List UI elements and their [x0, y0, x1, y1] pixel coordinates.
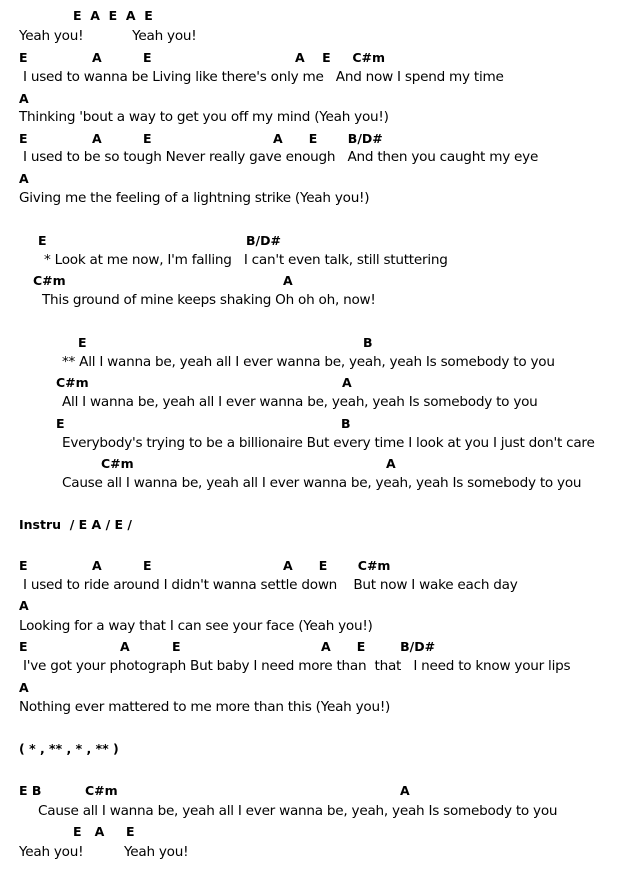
lyric-line: Everybody's trying to be a billionaire But every time I look at you I just don't care	[62, 435, 595, 451]
lyric-line: Thinking 'bout a way to get you off my mind (Yeah you!)	[19, 109, 389, 125]
chord-label: E	[19, 131, 28, 146]
chord-label: A	[19, 598, 29, 613]
lyric-line: I used to wanna be Living like there's only me And now I spend my time	[23, 69, 504, 85]
chord-label: C#m	[85, 783, 118, 798]
lyric-line: I used to be so tough Never really gave enough And then you caught my eye	[23, 149, 539, 165]
chord-label: A	[92, 558, 102, 573]
lyric-line: ** All I wanna be, yeah all I ever wanna be, yeah, yeah Is somebody to you	[62, 354, 555, 370]
lyric-line: * Look at me now, I'm falling I can't even talk, still stuttering	[44, 252, 448, 268]
chord-label: B	[363, 335, 373, 350]
chord-label: A	[342, 375, 352, 390]
lyric-line: Cause all I wanna be, yeah all I ever wanna be, yeah, yeah Is somebody to you	[62, 475, 582, 491]
chord-label: E	[19, 639, 28, 654]
chord-label: B/D#	[246, 233, 281, 248]
lyric-line: Nothing ever mattered to me more than this (Yeah you!)	[19, 699, 391, 715]
chord-label: A	[19, 680, 29, 695]
lyric-line: I've got your photograph But baby I need more than that I need to know your lips	[23, 658, 571, 674]
chord-line: E A E A E	[73, 8, 153, 23]
chord-label: B	[341, 416, 351, 431]
chord-line: E A E	[73, 824, 135, 839]
lyric-line: I used to ride around I didn't wanna settle down But now I wake each day	[23, 577, 518, 593]
chord-label: E	[19, 558, 28, 573]
lyric-line: Cause all I wanna be, yeah all I ever wanna be, yeah, yeah Is somebody to you	[38, 803, 558, 819]
chord-label: E	[172, 639, 181, 654]
lyric-line: This ground of mine keeps shaking Oh oh oh, now!	[42, 292, 376, 308]
chord-label: A E C#m	[283, 558, 391, 573]
lyric-line: Giving me the feeling of a lightning strike (Yeah you!)	[19, 190, 370, 206]
chord-label: E	[38, 233, 47, 248]
chord-label: A	[120, 639, 130, 654]
chord-label: A	[92, 131, 102, 146]
chord-label: A E C#m	[295, 50, 386, 65]
chord-label: E	[56, 416, 65, 431]
chord-label: E	[143, 131, 152, 146]
chord-label: E	[143, 558, 152, 573]
chord-label: C#m	[101, 456, 134, 471]
lyric-line: All I wanna be, yeah all I ever wanna be, yeah, yeah Is somebody to you	[62, 394, 538, 410]
chord-label: A E B/D#	[273, 131, 383, 146]
chord-label: A	[19, 91, 29, 106]
chord-label: A	[386, 456, 396, 471]
chord-label: C#m	[56, 375, 89, 390]
chord-label: C#m	[33, 273, 66, 288]
chord-label: A	[92, 50, 102, 65]
chord-label: E B	[19, 783, 42, 798]
chord-label: A	[400, 783, 410, 798]
chord-label: E	[19, 50, 28, 65]
chord-label: A E B/D#	[321, 639, 436, 654]
lyric-line: Yeah you! Yeah you!	[19, 844, 189, 860]
lyric-line: Looking for a way that I can see your face (Yeah you!)	[19, 618, 373, 634]
chord-label: E	[78, 335, 87, 350]
chord-label: E	[143, 50, 152, 65]
instrumental-line: Instru / E A / E /	[19, 517, 132, 532]
chord-label: A	[283, 273, 293, 288]
chord-label: A	[19, 171, 29, 186]
repeat-instruction: ( * , ** , * , ** )	[19, 741, 119, 756]
lyric-line: Yeah you! Yeah you!	[19, 28, 197, 44]
